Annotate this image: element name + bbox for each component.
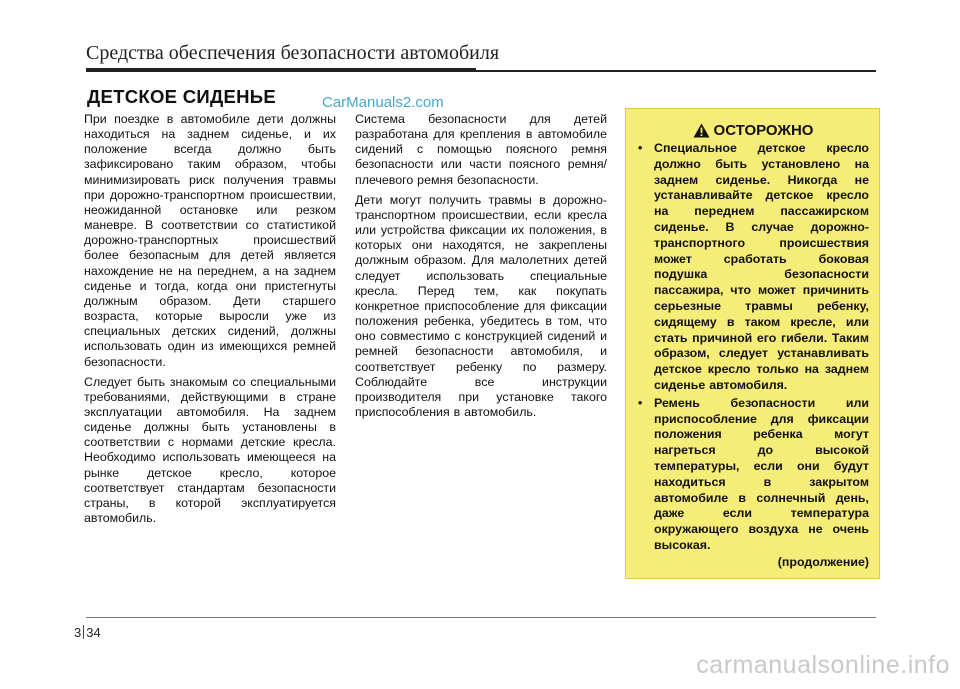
warning-title-text: ОСТОРОЖНО: [713, 122, 814, 139]
body-column-left: [84, 112, 336, 531]
body-column-middle: [355, 112, 607, 425]
warning-triangle-icon: [693, 123, 710, 138]
page-number-separator: [83, 625, 84, 639]
footer-rule: [86, 617, 876, 618]
section-heading: ДЕТСКОЕ СИДЕНЬЕ: [87, 86, 277, 107]
watermark-bottom: carmanualsonline.info: [696, 651, 950, 679]
warning-box: [625, 108, 880, 579]
warning-item: • Ремень безопасности или приспособление для фиксации положения ребенка могут нагреться до высокой температуры, если они будут находиться в закрытом автомобиле в солнечный день, даже если температура окружающего воздуха не очень высокая.: [637, 396, 869, 554]
header-rule-thin: [476, 70, 876, 72]
chapter-number: 3: [74, 625, 82, 640]
paragraph: Дети могут получить травмы в дорожно-транспортном происшествии, если кресла или устройства фиксации их положения, в которых они находятся, не закреплены должным образом. Для малолетних детей следует использовать специальные кресла. Перед тем, как покупать конкретное приспособление для фиксации положения ребенка, убедитесь в том, что оно совместимо с конструкцией сидений и ремней безопасности автомобиля, и соответствует ребенку по размеру. Соблюдайте все инструкции производителя при установке такого приспособления в автомобиль.: [355, 192, 607, 419]
warning-title: [637, 122, 869, 139]
running-header-title: Средства обеспечения безопасности автомобиля: [86, 42, 500, 64]
continued-label: (продолжение): [777, 554, 869, 569]
paragraph: При поездке в автомобиле дети должны находиться на заднем сиденье, и их положение всегда должно быть зафиксировано таким образом, чтобы минимизировать риск получения травмы при дорожно-транспортном происшествии, неожиданной остановке или резком маневре. В соответствии со статистикой дорожно-транспортных происшествий более безопасным для детей является нахождение не на переднем, а на заднем сиденье и тогда, когда они пристегнуты должным образом. Дети старшего возраста, которые выросли уже из специальных детских сидений, должны использовать один из имеющихся ремней безопасности.: [84, 112, 336, 369]
warning-item: • Специальное детское кресло должно быть установлено на заднем сиденье. Никогда не устанавливайте детское кресло на переднем пассажирском сиденье. В случае дорожно-транспортного происшествия может сработать боковая подушка безопасности пассажира, что может причинить серьезные травмы ребенку, сидящему в таком кресле, или стать причиной его гибели. Таким образом, следует устанавливать детское кресло только на заднем сиденье автомобиля.: [637, 141, 869, 394]
paragraph: Следует быть знакомым со специальными требованиями, действующими в стране эксплуатации автомобиля. На заднем сиденье должны быть установлены в соответствии с нормами детские кресла. Необходимо использовать имеющееся на рынке детское кресло, которое соответствует стандартам безопасности страны, в которой эксплуатируется автомобиль.: [84, 374, 336, 526]
header-rule-thick: [86, 68, 476, 72]
paragraph: Система безопасности для детей разработана для крепления в автомобиле сидений с помощью поясного ремня безопасности или части поясного ремня/плечевого ремня безопасности.: [355, 112, 607, 187]
warning-list: [637, 141, 869, 554]
page-number: [74, 625, 101, 640]
watermark-top: CarManuals2.com: [322, 94, 444, 111]
page-number-value: 34: [86, 625, 101, 640]
